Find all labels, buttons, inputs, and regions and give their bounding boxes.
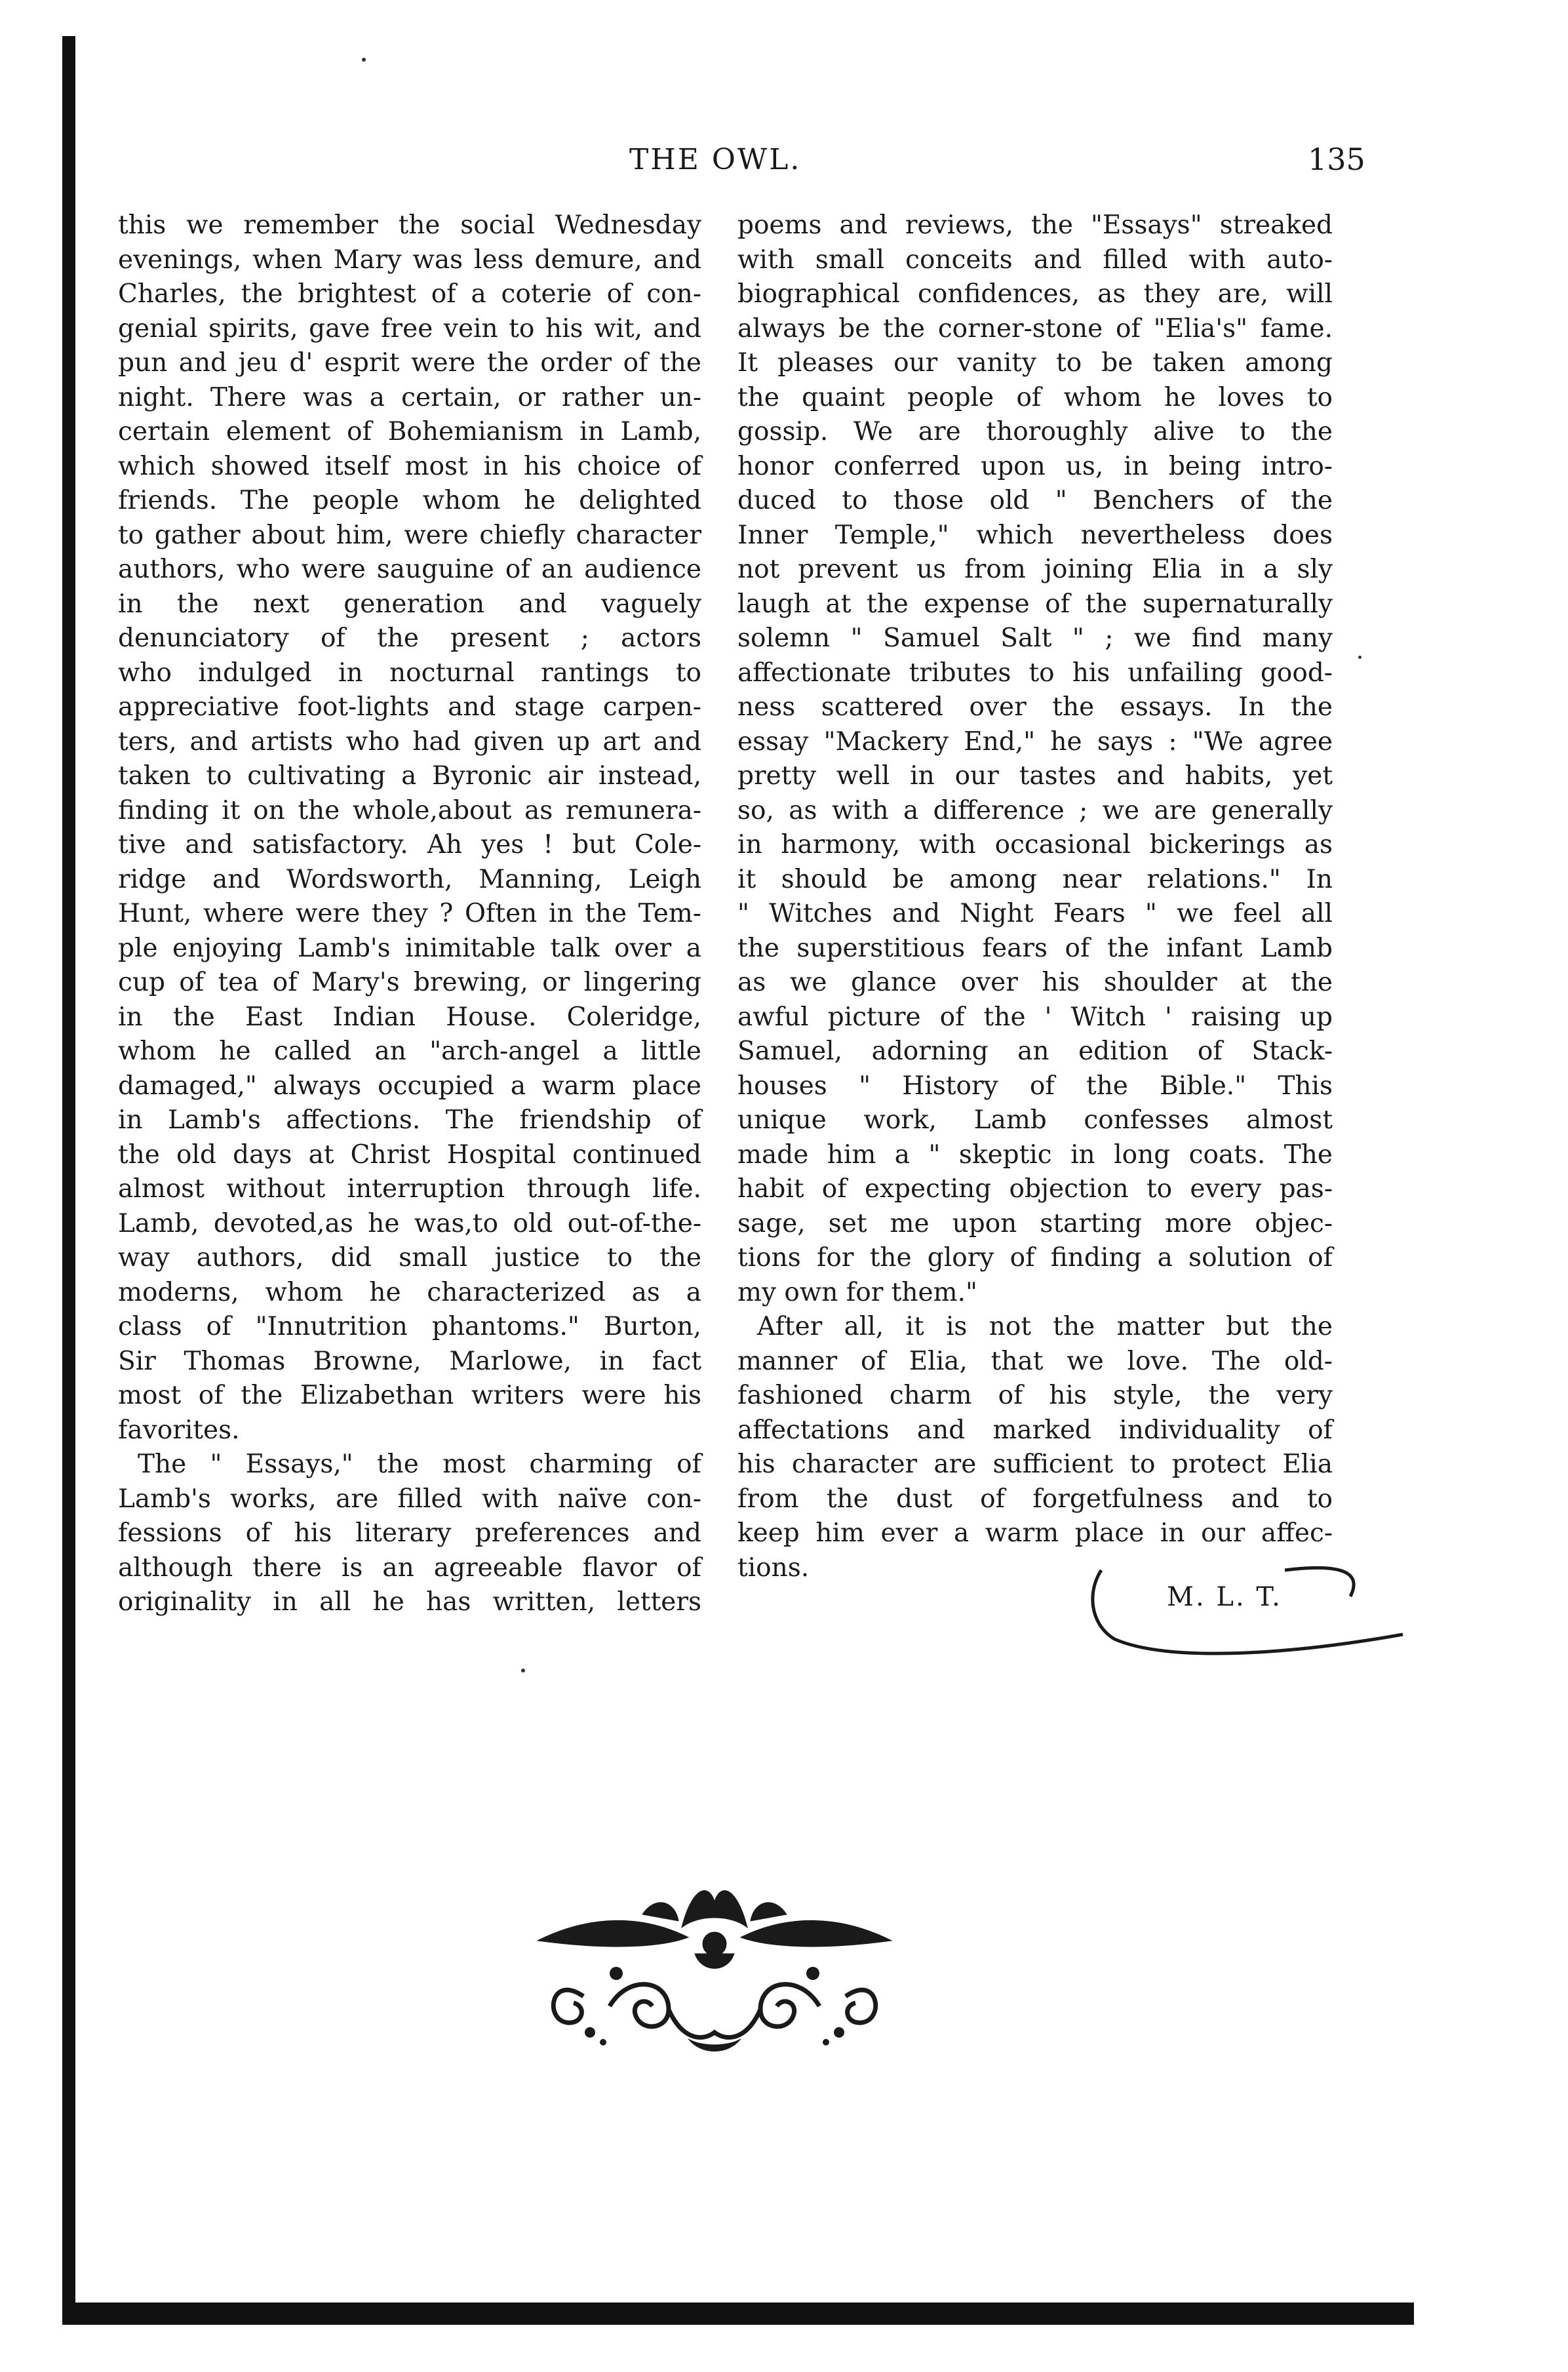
text-line: pun and jeu d' esprit were the order of the [118,348,701,378]
text-line: the quaint people of whom he loves to [737,382,1333,412]
text-line: although there is an agreeable flavor of [118,1552,701,1583]
text-line: honor conferred upon us, in being intro- [737,451,1333,481]
text-line: taken to cultivating a Byronic air instead, [118,761,701,791]
text-line: my own for them." [737,1277,977,1307]
text-line: moderns, whom he characterized as a [118,1277,701,1307]
text-line: " Witches and Night Fears " we feel all [737,899,1333,928]
text-line: sage, set me upon starting more objec- [737,1208,1333,1238]
text-line: class of "Innutrition phantoms." Burton, [118,1312,701,1341]
text-line: duced to those old " Benchers of the [737,486,1333,515]
left-column [118,208,701,1620]
text-line: Samuel, adorning an edition of Stack- [737,1037,1333,1066]
signature-flourish [1088,1557,1416,1669]
text-line: biographical confidences, as they are, will [737,279,1333,309]
text-line: evenings, when Mary was less demure, and [118,245,701,275]
scan-speck [1358,656,1362,659]
text-line: laugh at the expense of the supernaturally [737,589,1333,619]
text-line: not prevent us from joining Elia in a sly [737,555,1333,584]
text-line: almost without interruption through life. [118,1174,701,1204]
text-line: Hunt, where were they ? Often in the Tem- [118,899,701,928]
text-line: friends. The people whom he delighted [118,486,701,515]
text-line: Charles, the brightest of a coterie of con- [118,279,701,309]
text-line: which showed itself most in his choice of [118,451,701,481]
author-signature: M. L. T. [1167,1582,1282,1612]
scan-bottom-bar [62,2303,1414,2325]
scan-speck [521,1669,525,1672]
text-line: the old days at Christ Hospital continued [118,1139,701,1170]
text-line: solemn " Samuel Salt " ; we find many [737,623,1333,653]
text-line: houses " History of the Bible." This [737,1071,1333,1101]
text-line: manner of Elia, that we love. The old- [737,1346,1333,1376]
text-line: ness scattered over the essays. In the [737,692,1333,722]
text-line: unique work, Lamb confesses almost [737,1105,1333,1135]
text-line: ters, and artists who had given up art and [118,726,701,757]
text-line: favorites. [118,1415,240,1445]
text-line: most of the Elizabethan writers were his [118,1381,701,1410]
text-line: always be the corner-stone of "Elia's" fame. [737,313,1333,344]
text-line: the superstitious fears of the infant Lamb [737,933,1333,963]
text-line: ple enjoying Lamb's inimitable talk over a [118,933,701,963]
text-line: way authors, did small justice to the [118,1243,701,1273]
scan-speck [362,58,366,62]
running-head: THE OWL. [629,143,802,176]
signature-block [1088,1557,1416,1669]
floral-ornament-icon [511,1875,918,2085]
text-line: habit of expecting objection to every pas- [737,1174,1333,1204]
text-line: in Lamb's affections. The friendship of [118,1105,701,1135]
text-line: pretty well in our tastes and habits, yet [737,761,1333,791]
text-line: keep him ever a warm place in our affec- [737,1518,1333,1548]
text-line: from the dust of forgetfulness and to [737,1484,1333,1514]
text-line: The " Essays," the most charming of [138,1450,701,1479]
text-line: in the next generation and vaguely [118,589,701,619]
text-line: After all, it is not the matter but the [757,1312,1333,1341]
text-line: made him a " skeptic in long coats. The [737,1139,1333,1170]
text-line: his character are sufficient to protect Elia [737,1450,1333,1479]
text-line: night. There was a certain, or rather un- [118,382,701,412]
text-line: in the East Indian House. Coleridge, [118,1002,701,1032]
text-line: to gather about him, were chiefly character [118,520,701,550]
text-line: affectations and marked individuality of [737,1415,1333,1445]
text-line: Lamb's works, are filled with naïve con- [118,1484,701,1514]
text-line: appreciative foot-lights and stage carpen- [118,692,701,722]
text-line: originality in all he has written, letters [118,1587,701,1617]
right-column [737,208,1333,1585]
text-line: damaged," always occupied a warm place [118,1071,701,1101]
scan-margin-bar [62,36,75,2314]
text-line: in harmony, with occasional bickerings as [737,830,1333,860]
text-line: denunciatory of the present ; actors [118,623,701,653]
text-line: it should be among near relations." In [737,864,1333,894]
text-line: awful picture of the ' Witch ' raising up [737,1002,1333,1032]
text-line: genial spirits, gave free vein to his wit, and [118,313,701,344]
text-line: whom he called an "arch-angel a little [118,1037,701,1066]
text-line: Sir Thomas Browne, Marlowe, in fact [118,1346,701,1376]
text-line: this we remember the social Wednesday [118,210,701,240]
text-line: affectionate tributes to his unfailing good- [737,658,1333,688]
text-line: gossip. We are thoroughly alive to the [737,417,1333,446]
text-line: tions. [737,1552,810,1583]
text-line: with small conceits and filled with auto- [737,245,1333,275]
text-line: as we glance over his shoulder at the [737,968,1333,997]
text-line: certain element of Bohemianism in Lamb, [118,417,701,446]
text-line: fessions of his literary preferences and [118,1518,701,1548]
page-number: 135 [1308,142,1365,177]
text-line: Lamb, devoted,as he was,to old out-of-the- [118,1208,701,1238]
text-line: authors, who were sauguine of an audience [118,555,701,584]
text-line: Inner Temple," which nevertheless does [737,520,1333,550]
text-line: tions for the glory of finding a solution of [737,1243,1333,1273]
text-line: finding it on the whole,about as remunera- [118,795,701,825]
text-line: essay "Mackery End," he says : "We agree [737,726,1333,757]
text-line: cup of tea of Mary's brewing, or lingering [118,968,701,997]
text-line: It pleases our vanity to be taken among [737,348,1333,378]
text-line: fashioned charm of his style, the very [737,1381,1333,1410]
text-line: poems and reviews, the "Essays" streaked [737,210,1333,240]
text-line: tive and satisfactory. Ah yes ! but Cole- [118,830,701,860]
text-line: ridge and Wordsworth, Manning, Leigh [118,864,701,894]
text-line: so, as with a difference ; we are generally [737,795,1333,825]
text-line: who indulged in nocturnal rantings to [118,658,701,688]
